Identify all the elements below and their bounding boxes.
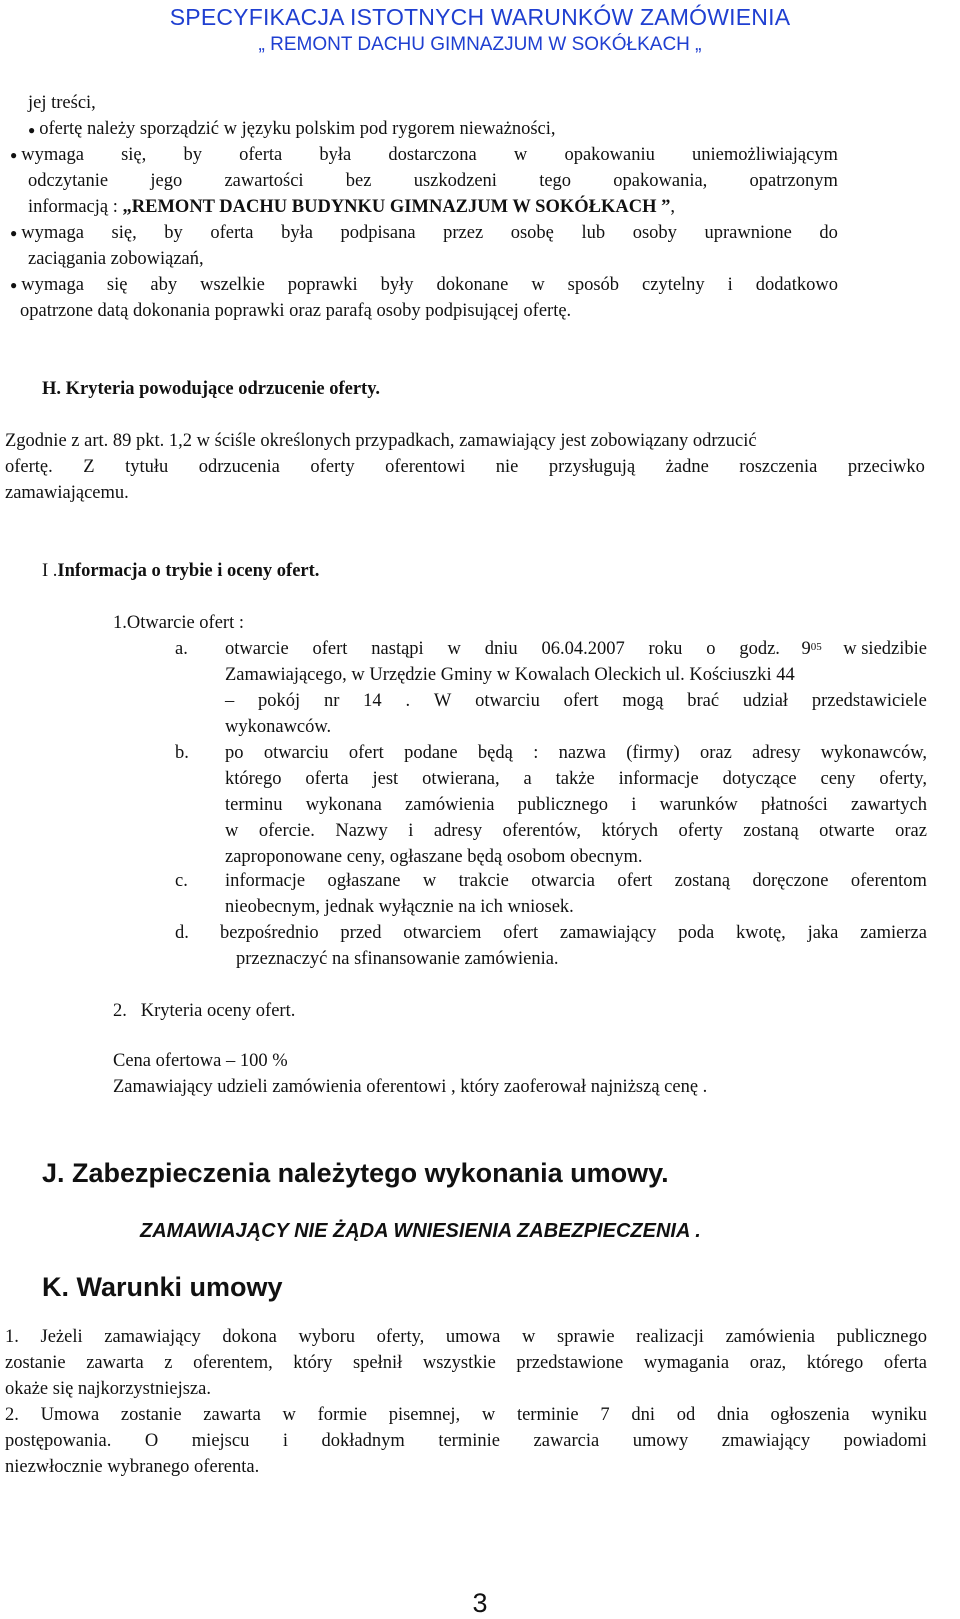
word: oraz [700, 743, 732, 763]
word: jaka [807, 923, 839, 943]
heading-number: I . [42, 561, 58, 581]
word: wymaga [21, 275, 84, 295]
text-line [28, 194, 675, 220]
word: zawarcia [533, 1431, 600, 1451]
text-line: opatrzone datą dokonania poprawki oraz parafą osoby podpisującej ofertę. [20, 301, 572, 321]
word: 14 [363, 691, 382, 711]
list-label: d. [175, 923, 189, 943]
word: oferta [210, 223, 254, 243]
word: trakcie [458, 871, 509, 891]
word: nr [323, 691, 340, 711]
word: zostaną [674, 871, 731, 891]
word: – [225, 691, 235, 711]
word: 06.04.2007 [541, 639, 625, 659]
word: ofert [348, 743, 384, 763]
word: zamawiający [104, 1327, 201, 1347]
word: będą [477, 743, 513, 763]
word: roku [648, 639, 683, 659]
word: ofertę. [5, 457, 53, 477]
text-line: przeznaczyć na sfinansowanie zamówienia. [236, 949, 559, 969]
text-line: Zamawiającego, w Urzędzie Gminy w Kowalach Oleckich ul. Kościuszki 44 [225, 665, 795, 685]
text-span: , [670, 197, 675, 217]
word: oferentem, [193, 1353, 273, 1373]
justified-line [5, 454, 925, 480]
text-line: jej treści, [28, 93, 96, 113]
word: dotyczące [722, 769, 797, 789]
word: bez [345, 171, 372, 191]
word: w [225, 821, 239, 841]
justified-line [21, 220, 838, 246]
justified-line [225, 740, 927, 766]
word: zostaną [743, 821, 799, 841]
word: sposób [567, 275, 620, 295]
word: odrzucenia [198, 457, 280, 477]
bullet-text: ofertę należy sporządzić w języku polskim pod rygorem nieważności, [39, 119, 556, 139]
word: i [631, 795, 637, 815]
word: formie [317, 1405, 367, 1425]
word: żadne [665, 457, 709, 477]
word: (firmy) [626, 743, 680, 763]
word: spełnił [352, 1353, 403, 1373]
word: wymagania [643, 1353, 730, 1373]
justified-words [225, 636, 780, 662]
word: otwarcia [531, 871, 595, 891]
time-minutes: 05 [810, 641, 822, 653]
word: zamówienia [405, 795, 495, 815]
word: udział [742, 691, 789, 711]
word: uszkodzeni [413, 171, 497, 191]
word: jego [150, 171, 183, 191]
word: także [555, 769, 595, 789]
word: zawartości [224, 171, 304, 191]
text-line: wykonawców. [225, 717, 332, 737]
word: dodatkowo [755, 275, 838, 295]
word: kwotę, [735, 923, 786, 943]
text-line: nieobecnym, jednak wyłącznie na ich wniosek. [225, 897, 574, 917]
word: przez [443, 223, 484, 243]
word: W [433, 691, 452, 711]
word: w [282, 1405, 296, 1425]
word: sprawie [557, 1327, 615, 1347]
justified-line [5, 1324, 927, 1350]
word: ofert [563, 691, 599, 711]
word: opatrzonym [749, 171, 838, 191]
word: powiadomi [843, 1431, 927, 1451]
word: pokój [258, 691, 301, 711]
word: opakowaniu [564, 145, 655, 165]
bullet-icon: ● [28, 122, 36, 137]
word: jest [372, 769, 399, 789]
justified-line [220, 920, 927, 946]
word: oferty, [376, 1327, 425, 1347]
word: oferentów, [502, 821, 582, 841]
word: wykonana [305, 795, 382, 815]
word: oferta [239, 145, 283, 165]
word: przed [340, 923, 382, 943]
justified-line [225, 636, 927, 662]
word: terminu [225, 795, 283, 815]
text-line: zamawiającemu. [5, 483, 129, 503]
text-line: niezwłocznie wybranego oferenta. [5, 1457, 260, 1477]
text-span: w siedzibie [843, 639, 927, 659]
text-line: Zgodnie z art. 89 pkt. 1,2 w ściśle określonych przypadkach, zamawiający jest zobowiązany odrzucić [5, 431, 757, 451]
word: Jeżeli [40, 1327, 83, 1347]
word: poprawki [287, 275, 358, 295]
section-heading: H. Kryteria powodujące odrzucenie oferty. [42, 379, 381, 399]
justified-line [225, 818, 927, 844]
word: mogą [622, 691, 664, 711]
bullet-item [10, 220, 838, 246]
word: oferta [883, 1353, 927, 1373]
word: wszystkie [422, 1353, 496, 1373]
subheading: 2. Kryteria oceny ofert. [113, 1001, 296, 1021]
text-line: okaże się najkorzystniejsza. [5, 1379, 211, 1399]
word: zawarta [86, 1353, 144, 1373]
bullet-icon: ● [10, 226, 18, 240]
time-hour: 9 [801, 639, 811, 659]
word: oferty [678, 821, 723, 841]
word: przedstawione [516, 1353, 624, 1373]
word: zostanie [120, 1405, 182, 1425]
word: były [380, 275, 414, 295]
word: poda [678, 923, 715, 943]
word: osobę [510, 223, 554, 243]
word: ofert [617, 871, 653, 891]
word: terminie [516, 1405, 579, 1425]
justified-line [5, 1428, 927, 1454]
word: oraz, [749, 1353, 787, 1373]
word: ceny [820, 769, 856, 789]
document-header-title: SPECYFIKACJA ISTOTNYCH WARUNKÓW ZAMÓWIENIA [169, 4, 791, 30]
word: i [727, 275, 733, 295]
word: oraz [895, 821, 927, 841]
word: ofert [503, 923, 539, 943]
word: otwarciu [263, 743, 329, 763]
word: bezpośrednio [220, 923, 319, 943]
word: dnia [716, 1405, 749, 1425]
word: którego [806, 1353, 864, 1373]
word: by [183, 145, 202, 165]
word: Umowa [40, 1405, 100, 1425]
word: zamówienia [725, 1327, 815, 1347]
justified-line [28, 168, 838, 194]
word: zamawiający [559, 923, 657, 943]
heading-text: Informacja o trybie i oceny ofert. [57, 561, 320, 581]
word: oferty, [879, 769, 927, 789]
word: wyniku [871, 1405, 927, 1425]
word: po [225, 743, 244, 763]
word: przedstawiciele [811, 691, 927, 711]
word: nie [495, 457, 519, 477]
word: podpisana [340, 223, 416, 243]
word: była [281, 223, 313, 243]
word: podane [404, 743, 458, 763]
word: nastąpi [371, 639, 424, 659]
text-line: Zamawiający udzieli zamówienia oferentowi , który zaoferował najniższą cenę . [113, 1077, 708, 1097]
word: się, [111, 223, 137, 243]
word: otwarte [819, 821, 875, 841]
word: otwarciem [403, 923, 482, 943]
page-number: 3 [472, 1588, 488, 1618]
document-header-subtitle: „ REMONT DACHU GIMNAZJUM W SOKÓŁKACH „ [258, 34, 702, 55]
list-label: b. [175, 743, 189, 763]
word: adresy [752, 743, 801, 763]
word: w [531, 275, 545, 295]
word: w [422, 871, 437, 891]
word: i [282, 1431, 289, 1451]
text-line: zaciągania zobowiązań, [28, 249, 204, 269]
word: wymaga [21, 223, 84, 243]
word: przysługują [548, 457, 636, 477]
notice-text: ZAMAWIAJĄCY NIE ŻĄDA WNIESIENIA ZABEZPIECZENIA . [140, 1220, 701, 1242]
word: z [164, 1353, 173, 1373]
word: informacje [618, 769, 699, 789]
bold-span: „REMONT DACHU BUDYNKU GIMNAZJUM W SOKÓŁKACH ” [122, 197, 671, 217]
list-label: c. [175, 871, 188, 891]
word: który [293, 1353, 333, 1373]
bullet-item [10, 272, 838, 298]
word: i [408, 821, 414, 841]
word: wszelkie [200, 275, 265, 295]
word: . [405, 691, 411, 711]
justified-line [225, 868, 927, 894]
bullet-icon: ● [10, 278, 18, 292]
word: była [319, 145, 352, 165]
justified-line [21, 272, 838, 298]
justified-line [225, 766, 927, 792]
word: ogłaszane [327, 871, 401, 891]
bullet-icon: ● [10, 148, 18, 162]
word: w [447, 639, 461, 659]
word: O [144, 1431, 159, 1451]
word: do [819, 223, 838, 243]
word: opakowania, [613, 171, 708, 191]
word: którego [225, 769, 282, 789]
section-heading: J. Zabezpieczenia należytego wykonania umowy. [42, 1158, 669, 1188]
justified-line [225, 792, 927, 818]
word: doręczone [752, 871, 829, 891]
word: informacje [225, 871, 306, 891]
word: a [523, 769, 532, 789]
justified-line [5, 1350, 927, 1376]
word: by [164, 223, 183, 243]
time-value [802, 636, 822, 662]
word: : [533, 743, 539, 763]
word: postępowania. [5, 1431, 112, 1451]
word: dokona [222, 1327, 277, 1347]
justified-line [5, 1402, 927, 1428]
word: 1. [5, 1327, 19, 1347]
justified-line [225, 688, 927, 714]
word: dni [631, 1405, 655, 1425]
word: brać [687, 691, 720, 711]
text-line: Cena ofertowa – 100 % [113, 1051, 288, 1071]
word: w [481, 1405, 496, 1425]
word: 7 [600, 1405, 610, 1425]
word: umowy [632, 1431, 689, 1451]
word: oferentom [850, 871, 927, 891]
section-heading [42, 558, 319, 584]
word: otwierana, [422, 769, 500, 789]
text-span: informacją : [28, 197, 123, 217]
text-line: zaproponowane ceny, ogłaszane będą osobom obecnym. [225, 847, 643, 867]
word: zawarta [203, 1405, 261, 1425]
word: aby [150, 275, 178, 295]
word: adresy [433, 821, 483, 841]
word: przeciwko [847, 457, 925, 477]
word: tego [539, 171, 572, 191]
word: miejscu [191, 1431, 250, 1451]
word: dostarczona [388, 145, 477, 165]
word: uprawnione [704, 223, 792, 243]
word: których [601, 821, 659, 841]
word: się [106, 275, 128, 295]
word: godz. [739, 639, 780, 659]
subheading: 1.Otwarcie ofert : [113, 613, 244, 633]
word: uniemożliwiającym [692, 145, 838, 165]
word: lub [581, 223, 606, 243]
word: odczytanie [28, 171, 109, 191]
bullet-item [10, 142, 838, 168]
word: się, [121, 145, 147, 165]
word: dokonane [436, 275, 509, 295]
word: pisemnej, [388, 1405, 461, 1425]
word: zostanie [5, 1353, 66, 1373]
word: umowa [445, 1327, 501, 1347]
word: otwarcie [225, 639, 289, 659]
word: warunków [659, 795, 738, 815]
section-heading: K. Warunki umowy [42, 1272, 283, 1302]
word: oferentowi [385, 457, 466, 477]
word: ogłoszenia [770, 1405, 850, 1425]
word: dniu [484, 639, 518, 659]
word: wymaga [21, 145, 84, 165]
word: wykonawców, [820, 743, 927, 763]
word: oferta [305, 769, 349, 789]
word: terminie [438, 1431, 500, 1451]
justified-line [21, 142, 838, 168]
word: płatności [760, 795, 828, 815]
word: dokładnym [321, 1431, 405, 1451]
word: w [522, 1327, 536, 1347]
word: ofercie. [258, 821, 315, 841]
word: zamierza [860, 923, 927, 943]
word: nazwa [558, 743, 606, 763]
word: osoby [632, 223, 677, 243]
word: zawartych [850, 795, 927, 815]
word: o [706, 639, 716, 659]
word: publicznego [517, 795, 609, 815]
word: Z [83, 457, 95, 477]
word: realizacji [636, 1327, 704, 1347]
word: od [676, 1405, 696, 1425]
word: czytelny [642, 275, 705, 295]
word: Nazwy [335, 821, 388, 841]
list-label: a. [175, 639, 188, 659]
word: 2. [5, 1405, 19, 1425]
word: oferty [310, 457, 355, 477]
word: otwarciu [475, 691, 540, 711]
word: publicznego [836, 1327, 927, 1347]
bullet-item [28, 116, 556, 143]
word: w [513, 145, 528, 165]
word: roszczenia [739, 457, 818, 477]
word: wyboru [298, 1327, 356, 1347]
word: tytułu [125, 457, 169, 477]
word: ofert [312, 639, 348, 659]
word: zmawiający [721, 1431, 811, 1451]
